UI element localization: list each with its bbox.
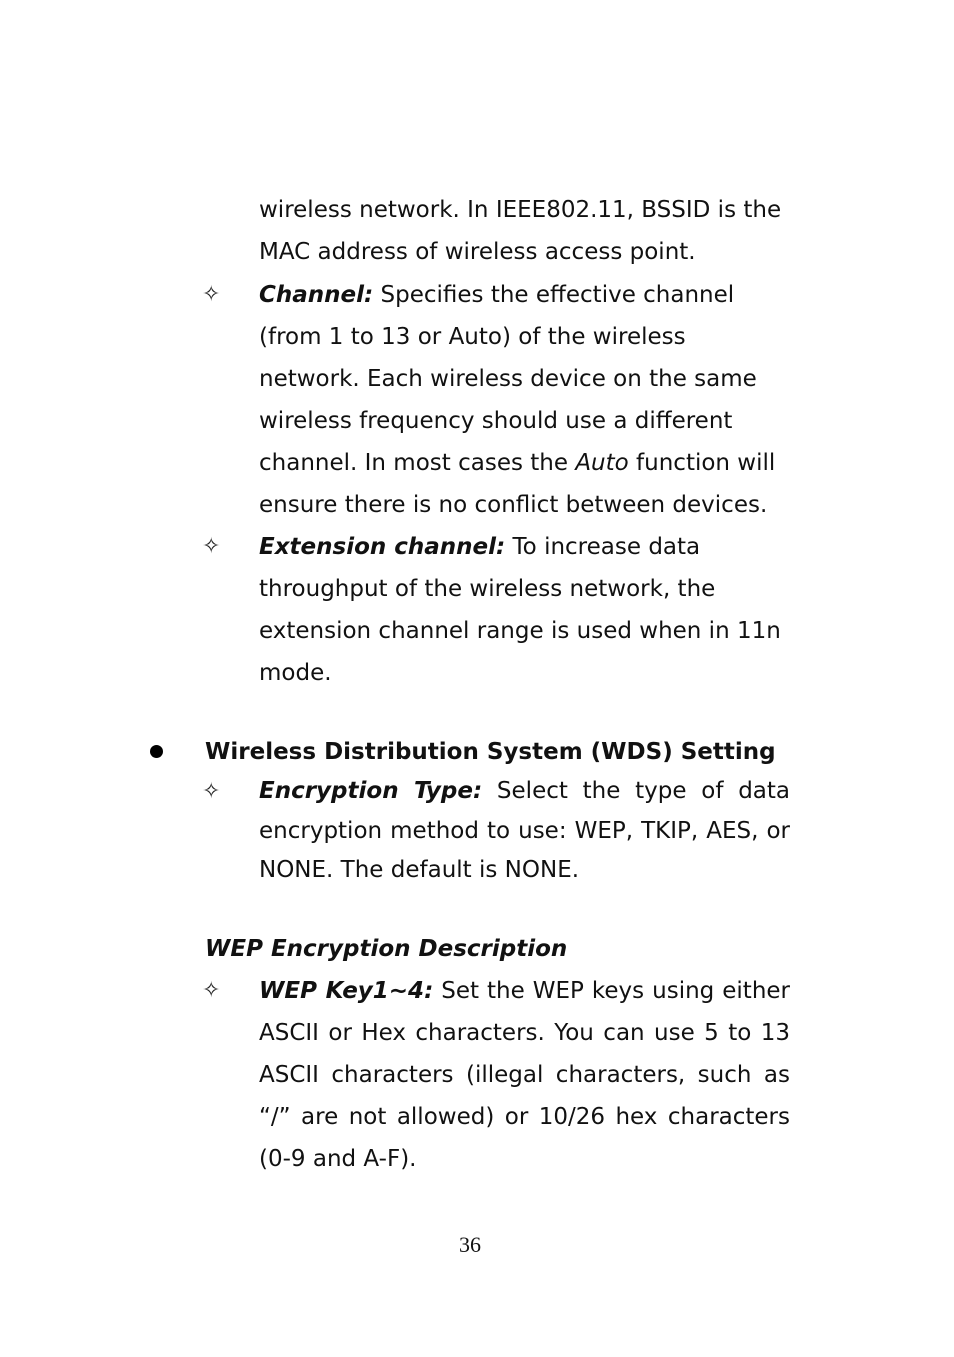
- extension-text: To increase data throughput of the wireless network, the extension channel range is used when in 11n mode.: [259, 534, 781, 686]
- extension-term: Extension channel:: [259, 534, 506, 560]
- channel-auto: Auto: [575, 450, 629, 476]
- diamond-bullet-icon: ✧: [202, 282, 221, 307]
- wep-key-item: [259, 970, 790, 1180]
- wep-heading: WEP Encryption Description: [205, 936, 568, 962]
- page-number: 36: [459, 1232, 481, 1257]
- encryption-type-item: [259, 772, 790, 891]
- wds-heading: Wireless Distribution System (WDS) Setting: [205, 739, 776, 765]
- diamond-bullet-icon: ✧: [202, 978, 221, 1003]
- encryption-term: Encryption Type:: [259, 778, 483, 804]
- wep-key-text: Set the WEP keys using either ASCII or Hex characters. You can use 5 to 13 ASCII characters (illegal characters, such as “/” are not allowed) or 10/26 hex characters (0-9 and A-F).: [259, 978, 791, 1172]
- encryption-text: Select the type of data encryption method to use: WEP, TKIP, AES, or NONE. The default is NONE.: [259, 778, 791, 883]
- channel-text-2: function will ensure there is no conflict between devices.: [259, 450, 776, 518]
- bssid-text: wireless network. In IEEE802.11, BSSID is the MAC address of wireless access point.: [259, 197, 782, 265]
- bssid-continuation: [259, 189, 790, 273]
- channel-item: [259, 274, 790, 526]
- channel-term: Channel:: [259, 282, 374, 308]
- diamond-bullet-icon: ✧: [202, 779, 221, 804]
- channel-text-1: Specifies the effective channel (from 1 to 13 or Auto) of the wireless network. Each wireless device on the same wireless frequency should use a different channel. In most cases the: [259, 282, 757, 476]
- extension-channel-item: [259, 526, 790, 694]
- round-bullet-icon: [150, 745, 163, 758]
- wep-key-term: WEP Key1~4:: [259, 978, 434, 1004]
- diamond-bullet-icon: ✧: [202, 534, 221, 559]
